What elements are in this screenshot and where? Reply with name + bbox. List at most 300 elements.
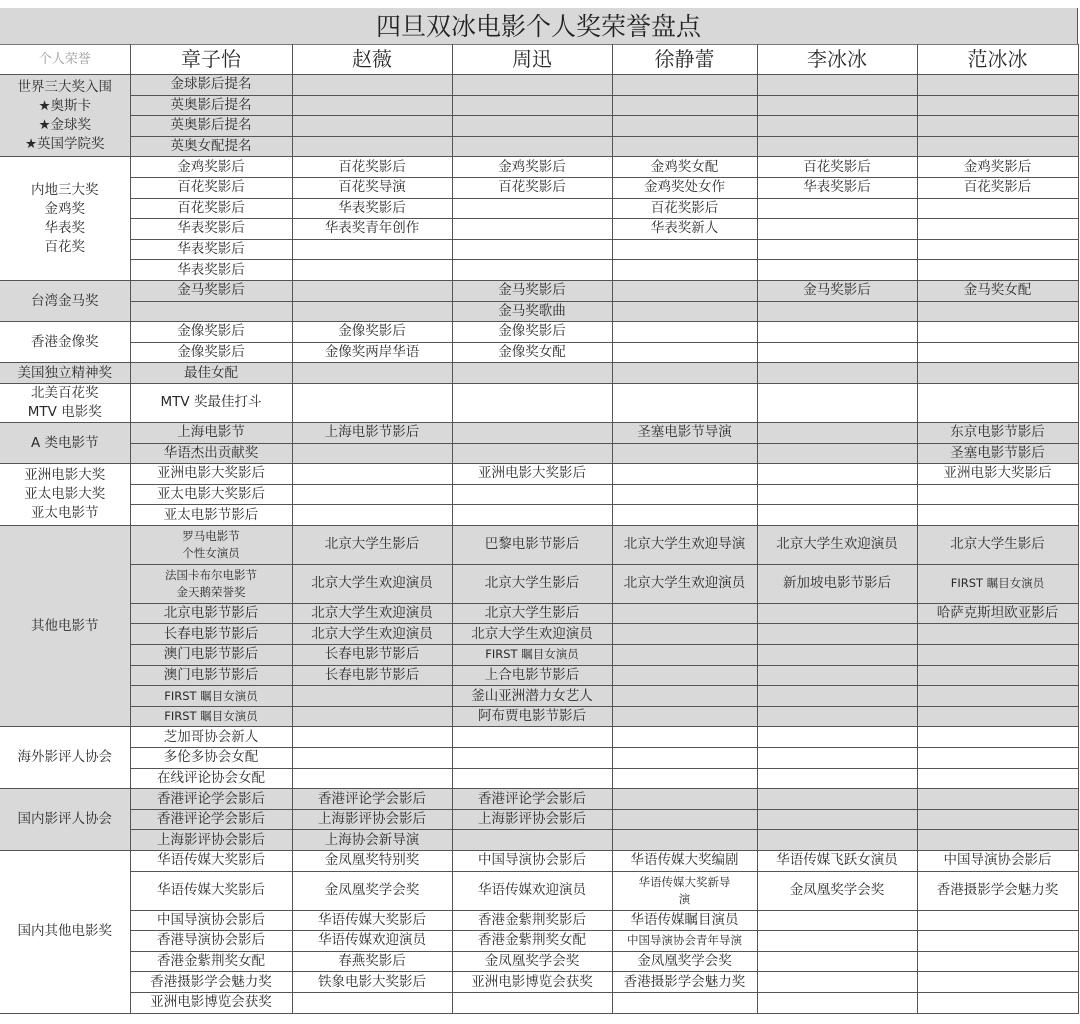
award-cell	[452, 992, 612, 1013]
award-cell	[292, 116, 452, 137]
award-cell	[292, 95, 452, 116]
award-cell	[757, 809, 917, 830]
award-cell	[612, 464, 757, 485]
category-label: 香港金像奖	[0, 322, 130, 363]
header-actress: 周迅	[452, 45, 612, 75]
award-cell: 金马奖影后	[757, 280, 917, 301]
award-cell	[757, 322, 917, 343]
award-cell	[452, 95, 612, 116]
award-cell	[612, 239, 757, 260]
award-cell	[917, 301, 1078, 322]
table-row	[0, 422, 1078, 443]
table-row	[0, 951, 1078, 972]
award-cell	[917, 383, 1078, 422]
award-cell	[452, 422, 612, 443]
award-cell	[757, 768, 917, 789]
award-cell	[757, 830, 917, 851]
award-cell	[452, 443, 612, 464]
award-cell: 华语传媒瞩目演员	[612, 910, 757, 931]
award-cell	[917, 748, 1078, 769]
award-cell	[917, 624, 1078, 645]
award-cell	[612, 624, 757, 645]
award-cell: 中国导演协会青年导演	[612, 931, 757, 952]
award-cell	[757, 686, 917, 707]
award-cell: 金鸡奖影后	[130, 157, 292, 178]
award-cell	[130, 301, 292, 322]
table-row	[0, 75, 1078, 96]
award-cell: 北京大学生欢迎演员	[292, 624, 452, 645]
header-category: 个人荣誉	[0, 45, 130, 75]
award-cell	[757, 301, 917, 322]
award-cell	[917, 830, 1078, 851]
award-cell: 金马奖影后	[130, 280, 292, 301]
category-label: 美国独立精神奖	[0, 363, 130, 384]
award-cell: 芝加哥协会新人	[130, 727, 292, 748]
award-cell	[612, 706, 757, 727]
award-cell	[757, 383, 917, 422]
award-cell	[757, 464, 917, 485]
award-cell: 华语传媒欢迎演员	[292, 931, 452, 952]
award-cell: 北京大学生影后	[917, 525, 1078, 564]
table-row	[0, 484, 1078, 505]
table-row	[0, 363, 1078, 384]
award-cell	[612, 789, 757, 810]
award-cell: 香港导演协会影后	[130, 931, 292, 952]
table-row	[0, 809, 1078, 830]
header-actress: 章子怡	[130, 45, 292, 75]
category-label: A 类电影节	[0, 422, 130, 463]
award-cell: 百花奖影后	[130, 177, 292, 198]
table-row	[0, 301, 1078, 322]
award-cell: 澳门电影节影后	[130, 645, 292, 666]
table-row	[0, 116, 1078, 137]
award-cell	[757, 95, 917, 116]
award-cell: 华表奖青年创作	[292, 219, 452, 240]
award-cell: 香港金紫荆奖女配	[130, 951, 292, 972]
award-cell	[757, 342, 917, 363]
award-cell: 中国导演协会影后	[917, 851, 1078, 872]
award-cell: 华语传媒欢迎演员	[452, 871, 612, 910]
table-row	[0, 910, 1078, 931]
award-cell	[452, 136, 612, 157]
award-cell	[452, 219, 612, 240]
table-row	[0, 198, 1078, 219]
award-cell: 百花奖影后	[917, 177, 1078, 198]
award-cell: FIRST 瞩目女演员	[130, 706, 292, 727]
table-row	[0, 768, 1078, 789]
award-cell	[452, 505, 612, 526]
award-cell	[292, 727, 452, 748]
award-cell	[452, 363, 612, 384]
award-cell	[917, 198, 1078, 219]
award-cell: 金凤凰奖学会奖	[292, 871, 452, 910]
award-cell	[757, 260, 917, 281]
award-cell: 圣塞电影节导演	[612, 422, 757, 443]
award-cell	[612, 260, 757, 281]
award-cell	[757, 198, 917, 219]
award-cell	[757, 219, 917, 240]
award-cell	[452, 116, 612, 137]
award-cell	[612, 768, 757, 789]
award-cell: 英奥女配提名	[130, 136, 292, 157]
award-cell: 百花奖影后	[612, 198, 757, 219]
award-cell	[612, 992, 757, 1013]
category-label: 台湾金马奖	[0, 280, 130, 321]
award-cell	[757, 645, 917, 666]
award-cell	[757, 972, 917, 993]
award-cell: 北京大学生影后	[292, 525, 452, 564]
table-row	[0, 645, 1078, 666]
award-cell	[612, 809, 757, 830]
award-cell: 北京大学生欢迎演员	[292, 564, 452, 603]
category-label: 国内影评人协会	[0, 789, 130, 851]
award-cell	[757, 363, 917, 384]
award-cell	[757, 75, 917, 96]
table-row	[0, 219, 1078, 240]
award-cell: 上海电影节影后	[292, 422, 452, 443]
award-cell	[452, 484, 612, 505]
award-cell	[292, 363, 452, 384]
award-cell: 英奥影后提名	[130, 95, 292, 116]
award-cell: 英奥影后提名	[130, 116, 292, 137]
award-cell: 华语传媒大奖影后	[130, 871, 292, 910]
award-cell: 北京电影节影后	[130, 603, 292, 624]
award-cell: 金鸡奖影后	[917, 157, 1078, 178]
award-cell: 最佳女配	[130, 363, 292, 384]
award-cell: 金像奖影后	[130, 342, 292, 363]
award-cell: 华表奖新人	[612, 219, 757, 240]
award-cell	[612, 363, 757, 384]
award-cell: 亚洲电影博览会获奖	[452, 972, 612, 993]
award-cell	[612, 342, 757, 363]
award-cell	[757, 116, 917, 137]
table-row	[0, 464, 1078, 485]
award-cell	[292, 768, 452, 789]
award-cell	[452, 768, 612, 789]
award-cell	[917, 809, 1078, 830]
award-cell: 哈萨克斯坦欧亚影后	[917, 603, 1078, 624]
award-cell: 东京电影节影后	[917, 422, 1078, 443]
header-actress: 赵薇	[292, 45, 452, 75]
award-cell	[917, 116, 1078, 137]
category-label: 内地三大奖 金鸡奖 华表奖 百花奖	[0, 157, 130, 281]
award-cell	[757, 443, 917, 464]
award-cell: 百花奖影后	[452, 177, 612, 198]
award-cell	[917, 505, 1078, 526]
award-cell: FIRST 瞩目女演员	[452, 645, 612, 666]
table-row	[0, 525, 1078, 564]
award-cell: 亚太电影大奖影后	[130, 484, 292, 505]
award-cell: 新加坡电影节影后	[757, 564, 917, 603]
award-cell: 香港评论学会影后	[130, 789, 292, 810]
award-cell: 华语杰出贡献奖	[130, 443, 292, 464]
award-cell	[757, 603, 917, 624]
award-cell: 金马奖女配	[917, 280, 1078, 301]
award-cell	[292, 505, 452, 526]
award-cell	[452, 260, 612, 281]
award-cell: 金像奖两岸华语	[292, 342, 452, 363]
award-cell	[452, 748, 612, 769]
award-cell: 在线评论协会女配	[130, 768, 292, 789]
award-cell	[917, 768, 1078, 789]
table-row	[0, 727, 1078, 748]
table-row	[0, 177, 1078, 198]
award-cell	[612, 645, 757, 666]
award-cell: 法国卡布尔电影节 金天鹅荣誉奖	[130, 564, 292, 603]
award-cell	[292, 443, 452, 464]
table-row	[0, 342, 1078, 363]
award-cell: 上海影评协会影后	[130, 830, 292, 851]
award-cell	[612, 484, 757, 505]
table-row	[0, 443, 1078, 464]
award-cell	[917, 727, 1078, 748]
award-cell	[917, 260, 1078, 281]
award-cell: 华表奖影后	[130, 239, 292, 260]
category-label: 世界三大奖入围 ★奥斯卡 ★金球奖 ★英国学院奖	[0, 75, 130, 157]
award-cell: 罗马电影节 个性女演员	[130, 525, 292, 564]
honors-document	[0, 8, 1078, 1014]
award-cell: 北京大学生影后	[452, 564, 612, 603]
table-row	[0, 239, 1078, 260]
award-cell: 北京大学生影后	[452, 603, 612, 624]
award-cell: 多伦多协会女配	[130, 748, 292, 769]
award-cell	[757, 992, 917, 1013]
award-cell: 巴黎电影节影后	[452, 525, 612, 564]
award-cell: 华语传媒大奖新导 演	[612, 871, 757, 910]
category-label: 亚洲电影大奖 亚太电影大奖 亚太电影节	[0, 464, 130, 526]
honors-table	[0, 44, 1079, 1014]
award-cell	[917, 665, 1078, 686]
award-cell: 长春电影节影后	[130, 624, 292, 645]
award-cell	[757, 727, 917, 748]
award-cell: 香港摄影学会魅力奖	[917, 871, 1078, 910]
award-cell: 金马奖影后	[452, 280, 612, 301]
award-cell	[612, 301, 757, 322]
award-cell: 上海影评协会影后	[292, 809, 452, 830]
table-row	[0, 280, 1078, 301]
award-cell	[612, 603, 757, 624]
award-cell: 北京大学生欢迎演员	[757, 525, 917, 564]
award-cell	[612, 830, 757, 851]
table-row	[0, 136, 1078, 157]
award-cell	[612, 75, 757, 96]
award-cell	[757, 931, 917, 952]
award-cell	[452, 383, 612, 422]
award-cell: 金鸡奖影后	[452, 157, 612, 178]
award-cell	[757, 624, 917, 645]
award-cell: 华表奖影后	[292, 198, 452, 219]
award-cell	[612, 443, 757, 464]
award-cell	[757, 505, 917, 526]
award-cell: 上海协会新导演	[292, 830, 452, 851]
award-cell	[292, 992, 452, 1013]
category-label: 国内其他电影奖	[0, 851, 130, 1014]
award-cell	[917, 484, 1078, 505]
award-cell: 香港金紫荆奖影后	[452, 910, 612, 931]
award-cell	[612, 95, 757, 116]
award-cell: 亚洲电影大奖影后	[130, 464, 292, 485]
award-cell: 香港评论学会影后	[452, 789, 612, 810]
table-row	[0, 505, 1078, 526]
award-cell	[612, 686, 757, 707]
award-cell: 亚洲电影大奖影后	[917, 464, 1078, 485]
award-cell	[612, 383, 757, 422]
award-cell	[917, 342, 1078, 363]
award-cell	[452, 239, 612, 260]
award-cell	[917, 363, 1078, 384]
award-cell: 华语传媒飞跃女演员	[757, 851, 917, 872]
award-cell: 华语传媒大奖编剧	[612, 851, 757, 872]
award-cell	[452, 75, 612, 96]
award-cell: 香港摄影学会魅力奖	[612, 972, 757, 993]
award-cell	[292, 260, 452, 281]
award-cell	[757, 665, 917, 686]
award-cell: 香港评论学会影后	[130, 809, 292, 830]
award-cell	[917, 972, 1078, 993]
table-row	[0, 564, 1078, 603]
award-cell: 金球影后提名	[130, 75, 292, 96]
award-cell	[917, 219, 1078, 240]
award-cell	[917, 951, 1078, 972]
category-label: 北美百花奖 MTV 电影奖	[0, 383, 130, 422]
award-cell: 金凤凰奖学会奖	[452, 951, 612, 972]
award-cell: 北京大学生欢迎演员	[612, 564, 757, 603]
award-cell	[917, 910, 1078, 931]
award-cell: 上海电影节	[130, 422, 292, 443]
award-cell: 百花奖导演	[292, 177, 452, 198]
award-cell	[612, 136, 757, 157]
award-cell: 北京大学生欢迎演员	[452, 624, 612, 645]
award-cell: 金鸡奖处女作	[612, 177, 757, 198]
award-cell: 北京大学生欢迎导演	[612, 525, 757, 564]
award-cell: 香港金紫荆奖女配	[452, 931, 612, 952]
award-cell: 圣塞电影节影后	[917, 443, 1078, 464]
table-body	[0, 75, 1078, 1014]
award-cell	[917, 322, 1078, 343]
header-actress: 范冰冰	[917, 45, 1078, 75]
table-row	[0, 665, 1078, 686]
award-cell: 百花奖影后	[130, 198, 292, 219]
award-cell	[757, 951, 917, 972]
award-cell: FIRST 瞩目女演员	[917, 564, 1078, 603]
award-cell: 百花奖影后	[757, 157, 917, 178]
award-cell	[292, 136, 452, 157]
award-cell	[917, 789, 1078, 810]
award-cell	[757, 789, 917, 810]
award-cell	[452, 727, 612, 748]
award-cell	[612, 505, 757, 526]
award-cell	[452, 198, 612, 219]
table-row	[0, 624, 1078, 645]
award-cell	[612, 748, 757, 769]
award-cell	[292, 301, 452, 322]
award-cell: 澳门电影节影后	[130, 665, 292, 686]
award-cell	[292, 484, 452, 505]
award-cell	[917, 686, 1078, 707]
award-cell: 华语传媒大奖影后	[292, 910, 452, 931]
award-cell	[757, 484, 917, 505]
table-row	[0, 931, 1078, 952]
table-row	[0, 871, 1078, 910]
award-cell: 铁象电影大奖影后	[292, 972, 452, 993]
table-row	[0, 322, 1078, 343]
award-cell: 北京大学生欢迎演员	[292, 603, 452, 624]
award-cell	[917, 136, 1078, 157]
award-cell: 亚洲电影大奖影后	[452, 464, 612, 485]
award-cell: 釜山亚洲潜力女艺人	[452, 686, 612, 707]
award-cell	[292, 686, 452, 707]
award-cell	[917, 931, 1078, 952]
table-row	[0, 260, 1078, 281]
award-cell: 亚太电影节影后	[130, 505, 292, 526]
table-row	[0, 706, 1078, 727]
award-cell	[612, 116, 757, 137]
award-cell: 金凤凰奖学会奖	[612, 951, 757, 972]
header-row	[0, 45, 1078, 75]
award-cell	[292, 706, 452, 727]
award-cell: 金马奖歌曲	[452, 301, 612, 322]
award-cell: 春燕奖影后	[292, 951, 452, 972]
award-cell: 华表奖影后	[130, 219, 292, 240]
award-cell: MTV 奖最佳打斗	[130, 383, 292, 422]
table-row	[0, 789, 1078, 810]
award-cell: 金像奖女配	[452, 342, 612, 363]
header-actress: 徐静蕾	[612, 45, 757, 75]
award-cell	[917, 645, 1078, 666]
award-cell: 上海影评协会影后	[452, 809, 612, 830]
award-cell: FIRST 瞩目女演员	[130, 686, 292, 707]
award-cell	[292, 239, 452, 260]
award-cell	[292, 383, 452, 422]
table-row	[0, 157, 1078, 178]
award-cell	[917, 95, 1078, 116]
award-cell: 华表奖影后	[130, 260, 292, 281]
table-row	[0, 95, 1078, 116]
table-row	[0, 383, 1078, 422]
award-cell	[917, 992, 1078, 1013]
award-cell	[757, 422, 917, 443]
award-cell	[757, 748, 917, 769]
award-cell: 长春电影节影后	[292, 645, 452, 666]
award-cell	[292, 464, 452, 485]
award-cell: 金凤凰奖特别奖	[292, 851, 452, 872]
award-cell: 中国导演协会影后	[130, 910, 292, 931]
table-row	[0, 830, 1078, 851]
category-label: 其他电影节	[0, 525, 130, 727]
award-cell	[452, 830, 612, 851]
award-cell	[612, 665, 757, 686]
award-cell: 香港评论学会影后	[292, 789, 452, 810]
award-cell	[757, 706, 917, 727]
table-row	[0, 603, 1078, 624]
award-cell: 亚洲电影博览会获奖	[130, 992, 292, 1013]
award-cell	[757, 910, 917, 931]
table-row	[0, 972, 1078, 993]
award-cell: 长春电影节影后	[292, 665, 452, 686]
award-cell	[917, 239, 1078, 260]
award-cell	[612, 280, 757, 301]
header-actress: 李冰冰	[757, 45, 917, 75]
award-cell: 金凤凰奖学会奖	[757, 871, 917, 910]
award-cell	[917, 706, 1078, 727]
award-cell	[757, 136, 917, 157]
award-cell	[292, 280, 452, 301]
award-cell: 香港摄影学会魅力奖	[130, 972, 292, 993]
award-cell: 华语传媒大奖影后	[130, 851, 292, 872]
award-cell: 华表奖影后	[757, 177, 917, 198]
award-cell: 中国导演协会影后	[452, 851, 612, 872]
award-cell: 金鸡奖女配	[612, 157, 757, 178]
